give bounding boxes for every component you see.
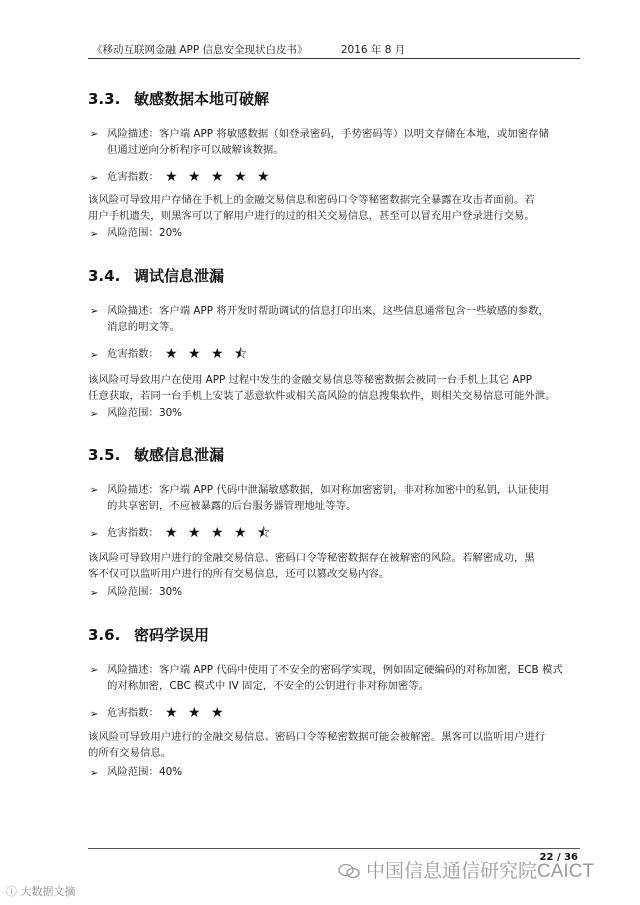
bullet-arrow-icon: ➢ — [90, 350, 99, 361]
risk-scope: 风险范围：30% — [107, 586, 183, 598]
risk-description: 风险描述：客户端 APP 代码中使用了不安全的密码学实现，例如固定硬编码的对称加密，ECB 模式 — [107, 664, 563, 676]
star-rating-icon: ★ ★ ★ ★ ⯪ — [164, 525, 274, 541]
bullet-arrow-icon: ➢ — [90, 529, 99, 540]
risk-description-cont: 的共享密钥，不应被暴露的后台服务器管理地址等等。 — [107, 500, 357, 512]
harm-index: 危害指数： ★ ★ ★ ★ ★ — [107, 169, 273, 185]
risk-scope: 风险范围：30% — [107, 407, 183, 419]
header-divider — [88, 58, 580, 59]
bullet-arrow-icon: ➢ — [90, 409, 99, 420]
risk-description-cont: 消息的明文等。 — [107, 321, 180, 333]
harm-index: 危害指数： ★ ★ ★ ★ ⯪ — [107, 525, 274, 541]
watermark-right: 中国信息通信研究院CAICT — [338, 856, 594, 883]
section-heading: 密码学误用 — [134, 626, 210, 644]
section-title-3-3 — [88, 88, 269, 109]
document-title: 《移动互联网金融 APP 信息安全现状白皮书》 — [92, 44, 308, 56]
document-date: 2016 年 8 月 — [340, 44, 406, 56]
harm-index: 危害指数： ★ ★ ★ ⯪ — [107, 346, 251, 362]
section-heading: 敏感数据本地可破解 — [134, 90, 270, 108]
risk-scope: 风险范围：20% — [107, 227, 183, 239]
bullet-arrow-icon: ➢ — [90, 665, 99, 676]
section-title-3-6 — [88, 624, 209, 645]
section-number: 3.6. — [88, 626, 121, 644]
risk-description: 风险描述：客户端 APP 将开发时帮助调试的信息打印出来，这些信息通常包含一些敏感的参数， — [107, 305, 549, 317]
weibo-icon: ⓘ — [6, 885, 17, 898]
section-title-3-5 — [88, 444, 224, 465]
risk-detail-cont: 客不仅可以监听用户进行的所有交易信息，还可以篡改交易内容。 — [88, 568, 390, 580]
section-heading: 调试信息泄漏 — [134, 267, 225, 285]
star-rating-icon: ★ ★ ★ ★ ★ — [164, 169, 273, 185]
risk-detail: 该风险可导致用户进行的金融交易信息、密码口令等秘密数据可能会被解密。黑客可以监听用户进行 — [88, 731, 546, 743]
risk-detail: 该风险可导致用户在使用 APP 过程中发生的金融交易信息等秘密数据会被同一台手机上其它 APP — [88, 374, 533, 386]
section-number: 3.3. — [88, 90, 121, 108]
bullet-arrow-icon: ➢ — [90, 485, 99, 496]
risk-detail: 该风险可导致用户进行的金融交易信息、密码口令等秘密数据存在被解密的风险。若解密成功，黑 — [88, 552, 535, 564]
page-number: 22 / 36 — [539, 852, 578, 863]
risk-detail: 该风险可导致用户存储在手机上的金融交易信息和密码口令等秘密数据完全暴露在攻击者面前。若 — [88, 194, 535, 206]
star-rating-icon: ★ ★ ★ ⯪ — [164, 346, 251, 362]
section-number: 3.4. — [88, 267, 121, 285]
section-number: 3.5. — [88, 446, 121, 464]
risk-detail-cont: 的所有交易信息。 — [88, 747, 172, 759]
page-header — [92, 42, 405, 57]
bullet-arrow-icon: ➢ — [90, 129, 99, 140]
half-star-icon: ⯪ — [256, 525, 274, 541]
watermark-left: ⓘ 大数据文摘 — [6, 885, 76, 898]
section-title-3-4 — [88, 265, 224, 286]
risk-scope: 风险范围：40% — [107, 766, 183, 778]
section-heading: 敏感信息泄漏 — [134, 446, 225, 464]
bullet-arrow-icon: ➢ — [90, 768, 99, 779]
harm-index: 危害指数： ★ ★ ★ — [107, 705, 227, 721]
bullet-arrow-icon: ➢ — [90, 306, 99, 317]
risk-description-cont: 的对称加密，CBC 模式中 IV 固定，不安全的公钥进行非对称加密等。 — [107, 680, 430, 692]
risk-description-cont: 但通过逆向分析程序可以破解该数据。 — [107, 144, 284, 156]
footer-divider — [88, 848, 580, 849]
risk-description: 风险描述：客户端 APP 代码中泄漏敏感数据，如对称加密密钥，非对称加密中的私钥，认证使用 — [107, 484, 549, 496]
star-rating-icon: ★ ★ ★ — [164, 705, 227, 721]
risk-description: 风险描述：客户端 APP 将敏感数据（如登录密码，手势密码等）以明文存储在本地，或加密存储 — [107, 128, 549, 140]
wechat-icon — [338, 863, 360, 879]
bullet-arrow-icon: ➢ — [90, 173, 99, 184]
bullet-arrow-icon: ➢ — [90, 229, 99, 240]
risk-detail-cont: 用户手机遗失，则黑客可以了解用户进行的过的相关交易信息，甚至可以冒充用户登录进行交易。 — [88, 210, 535, 222]
half-star-icon: ⯪ — [233, 346, 251, 362]
risk-detail-cont: 任意获取，若同一台手机上安装了恶意软件或相关高风险的信息搜集软件，则相关交易信息可能外泄。 — [88, 390, 556, 402]
bullet-arrow-icon: ➢ — [90, 709, 99, 720]
bullet-arrow-icon: ➢ — [90, 588, 99, 599]
